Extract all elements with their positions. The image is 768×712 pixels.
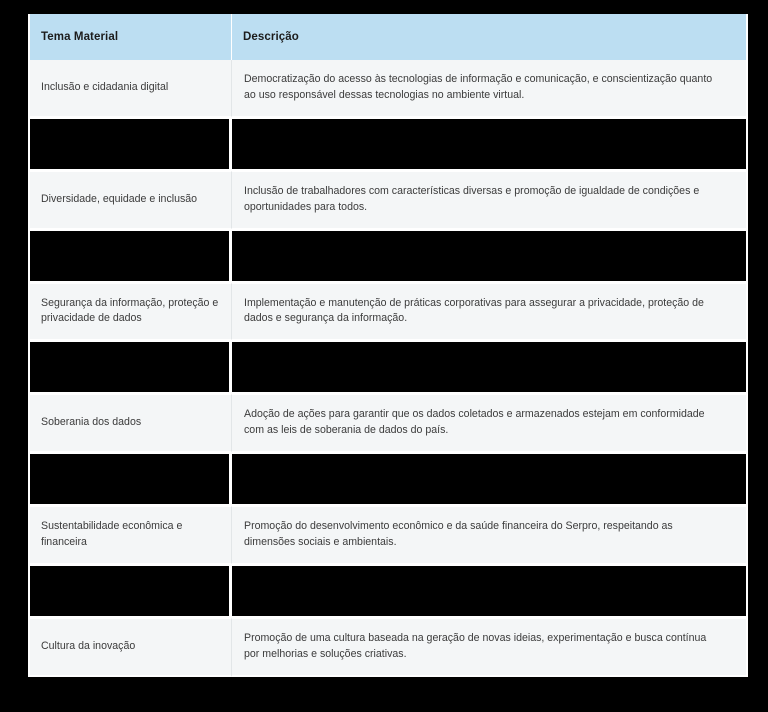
table-row bbox=[30, 283, 746, 341]
cell-description: Promoção do desenvolvimento econômico e da saúde financeira do Serpro, respeitando as dimensões sociais e ambientais. bbox=[232, 506, 746, 564]
table-separator-row bbox=[30, 452, 746, 506]
separator-cell-description bbox=[232, 229, 746, 283]
table-header bbox=[30, 14, 746, 60]
table-row bbox=[30, 618, 746, 677]
cell-theme: Sustentabilidade econômica e financeira bbox=[30, 506, 232, 564]
cell-theme: Segurança da informação, proteção e privacidade de dados bbox=[30, 283, 232, 341]
separator-cell-description bbox=[232, 117, 746, 171]
cell-description: Implementação e manutenção de práticas corporativas para assegurar a privacidade, proteção de dados e segurança da informação. bbox=[232, 283, 746, 341]
table-separator-row bbox=[30, 229, 746, 283]
table-row bbox=[30, 60, 746, 117]
cell-theme: Inclusão e cidadania digital bbox=[30, 60, 232, 117]
cell-theme: Cultura da inovação bbox=[30, 618, 232, 677]
cell-theme: Diversidade, equidade e inclusão bbox=[30, 171, 232, 229]
table-row bbox=[30, 171, 746, 229]
table-separator-row bbox=[30, 340, 746, 394]
table-row bbox=[30, 506, 746, 564]
cell-description: Promoção de uma cultura baseada na geração de novas ideias, experimentação e busca contínua por melhorias e soluções criativas. bbox=[232, 618, 746, 677]
separator-cell-description bbox=[232, 564, 746, 618]
separator-cell-description bbox=[232, 452, 746, 506]
table-body bbox=[30, 60, 746, 677]
separator-cell-theme bbox=[30, 340, 232, 394]
separator-cell-theme bbox=[30, 117, 232, 171]
cell-theme: Soberania dos dados bbox=[30, 394, 232, 452]
separator-cell-theme bbox=[30, 564, 232, 618]
cell-description: Adoção de ações para garantir que os dados coletados e armazenados estejam em conformidade com as leis de soberania de dados do país. bbox=[232, 394, 746, 452]
cell-description: Democratização do acesso às tecnologias de informação e comunicação, e conscientização quanto ao uso responsável dessas tecnologias no ambiente virtual. bbox=[232, 60, 746, 117]
table-separator-row bbox=[30, 117, 746, 171]
table-separator-row bbox=[30, 564, 746, 618]
material-themes-table-container bbox=[30, 14, 746, 677]
column-header-descricao: Descrição bbox=[232, 14, 746, 60]
material-themes-table bbox=[30, 14, 746, 677]
table-header-row bbox=[30, 14, 746, 60]
separator-cell-theme bbox=[30, 452, 232, 506]
table-row bbox=[30, 394, 746, 452]
separator-cell-theme bbox=[30, 229, 232, 283]
separator-cell-description bbox=[232, 340, 746, 394]
cell-description: Inclusão de trabalhadores com características diversas e promoção de igualdade de condições e oportunidades para todos. bbox=[232, 171, 746, 229]
column-header-tema-material: Tema Material bbox=[30, 14, 232, 60]
